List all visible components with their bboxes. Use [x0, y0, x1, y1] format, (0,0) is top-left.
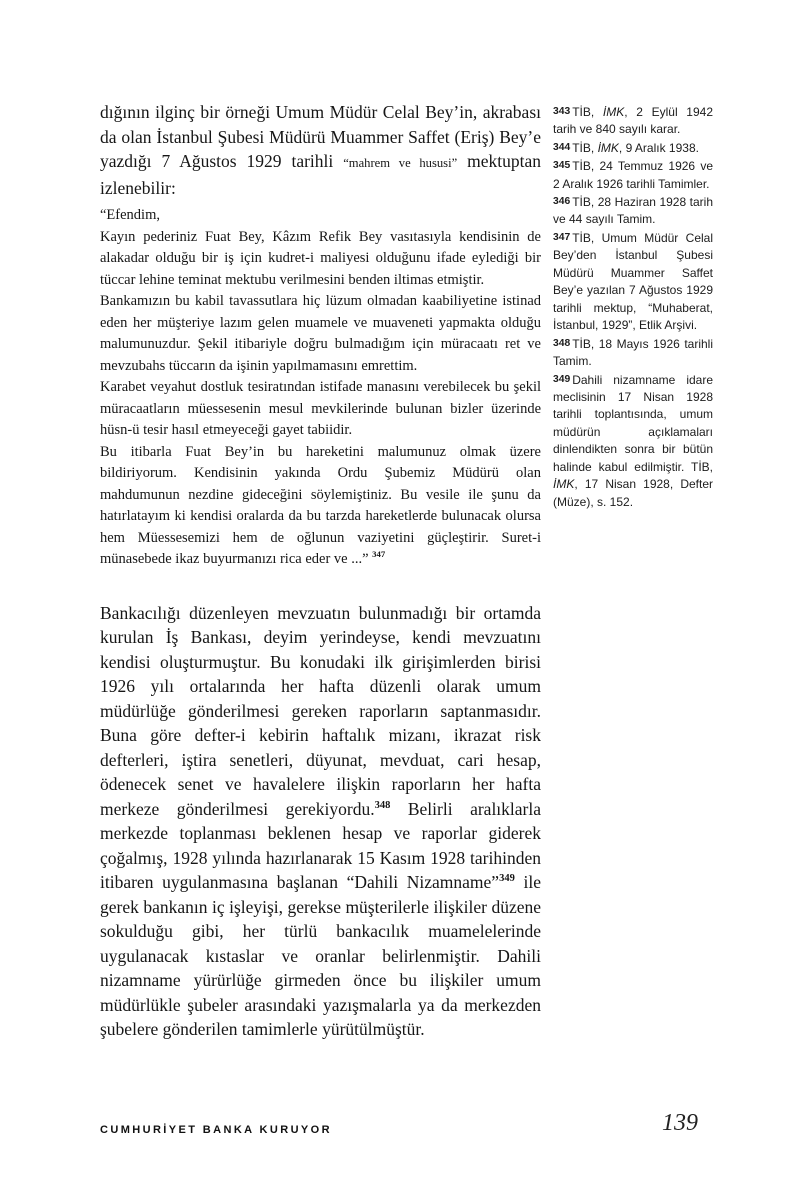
body-paragraph — [100, 601, 541, 1042]
text-segment: dığının ilginç bir örneği Umum Müdür Celal Bey’in, akrabası da olan İstanbul Şubesi Müdürü Muammer Saffet (Eriş) Bey’e yazdığı 7 Ağustos 1929 tarihli — [100, 102, 541, 171]
running-header: CUMHURİYET BANKA KURUYOR — [100, 1124, 332, 1136]
text-segment: , 9 Aralık 1938. — [618, 140, 699, 155]
footnote-number: 349 — [553, 373, 571, 385]
text-segment: , 17 Nisan 1928, Defter (Müze), s. 152. — [553, 477, 713, 509]
letter-paragraph — [100, 377, 541, 442]
footnote-item — [553, 193, 713, 229]
text-segment: Bankamızın bu kabil tavassutlara hiç lüzum olmadan kaabiliyetine istinad eden her müşteriye lazım gelen muamele ve muaveneti yapmakta olduğu malumunuzdur. Şekil itibariyle doğru bulmadığım için müracaatı ret ve mevzubahs tüccarın da işinin yapılmamasını emrettim. — [100, 293, 541, 374]
letter-paragraph — [100, 205, 541, 227]
footnote-item — [553, 335, 713, 371]
text-segment: , 2 Eylül 1942 tarih ve 840 sayılı karar. — [553, 104, 713, 137]
text-segment: TİB, 28 Haziran 1928 tarih ve 44 sayılı Tamim. — [553, 194, 713, 227]
footnote-reference: 348 — [374, 799, 391, 811]
text-segment: “mahrem ve hususi” — [343, 156, 458, 170]
footnote-number: 343 — [553, 106, 571, 117]
text-segment: Kayın pederiniz Fuat Bey, Kâzım Refik Bey vasıtasıyla kendisinin de alakadar olduğu bir iş için kudret-i maliyesi olduğunu ifade eylediği bir tüccar lehine teminat mektubu verilmesini benden iltimas etmiştir. — [100, 228, 541, 288]
text-segment: TİB, Umum Müdür Celal Bey’den İstanbul Şubesi Müdürü Muammer Saffet Bey’e yazılan 7 Ağustos 1929 tarihli mektup, “Muhaberat, İstanbul, 1929”, Etlik Arşivi. — [553, 230, 713, 333]
text-segment: TİB, 24 Temmuz 1926 ve 2 Aralık 1926 tarihli Tamimler. — [553, 159, 713, 191]
text-segment: “Efendim, — [100, 207, 160, 223]
text-segment: mektuptan izlenebilir: — [100, 151, 541, 198]
text-segment: TİB, 18 Mayıs 1926 tarihli Tamim. — [553, 336, 713, 369]
letter-paragraph — [100, 291, 541, 377]
text-segment: İMK — [553, 477, 575, 492]
text-segment: Karabet veyahut dostluk tesiratından istifade manasını verebilecek bu şekil müracaatların müessesenin mesul mevkilerinde bulunan bizler üzerinde hüsn-ü tesir hasıl etmeyeceği gayet tabiidir. — [100, 379, 541, 438]
footnote-item — [553, 157, 713, 193]
letter-paragraph — [100, 442, 541, 571]
text-segment: Dahili nizamname idare meclisinin 17 Nisan 1928 tarihli toplantısında, umum müdürün açıklamaları dinlendikten sonra bir bütün halinde kabul edilmiştir. TİB, — [553, 372, 713, 474]
footnote-item — [553, 103, 713, 139]
footnote-item — [553, 229, 713, 335]
text-segment: Bu itibarla Fuat Bey’in bu hareketini malumunuz olmak üzere bildiriyorum. Kendisinin yakında Ordu Şubemiz Müdürü olan mahdumunun nezdine gideceğini söylemiştiniz. Bu vesile ile şunu da hatırlatayım ki kendisi oralarda da bu tarzda hareketlerde bulunacak olursa hem Müessesemizi hem de oğlunun vaziyetini güçleştirir. Suret-i münasebede ikaz buyurmanızı rica eder ve ...” — [100, 443, 541, 567]
footnote-reference: 347 — [372, 549, 386, 560]
text-segment: Belirli aralıklarla merkezde toplanması beklenen hesap ve raporlar giderek çoğalmış, 1928 yılında hazırlanarak 15 Kasım 1928 tarihinden itibaren uygulanmasına başlanan “Dahili Nizamname” — [100, 798, 542, 892]
footnote-item — [553, 139, 713, 157]
text-segment: Bankacılığı düzenleyen mevzuatın bulunmadığı bir ortamda kurulan İş Bankası, deyim yerindeyse, kendi mevzuatını kendisi oluşturmuştur. Bu konudaki ilk girişimlerden birisi 1926 yılı ortalarında her hafta düzenli olarak umum müdürlüğe gönderilmesi gereken raporların saptanmasıdır. Buna göre defter-i kebirin haftalık mizanı, ikrazat risk defterleri, iştira senetleri, düyunat, mevduat, cari hesap, ödenecek senet ve havalelere ilişkin raporların her hafta merkeze gönderilmesi gerekiyordu. — [100, 602, 541, 819]
text-segment: İMK — [597, 140, 619, 155]
footnotes-column — [553, 103, 713, 511]
text-segment: TİB, — [572, 140, 598, 155]
footnote-item — [553, 371, 713, 512]
footnote-number: 345 — [553, 160, 571, 172]
letter-quote-block — [100, 205, 541, 571]
footnote-number: 347 — [553, 231, 571, 243]
intro-paragraph — [100, 100, 541, 200]
footnote-number: 346 — [553, 196, 571, 208]
text-segment: ile gerek bankanın iç işleyişi, gerekse müşterilerle ilişkiler düzene sokulduğu gibi, her türlü bankacılık muamelelerinde uygulanacak kıstaslar ve oranlar belirlenmiştir. Dahili nizamname yürürlüğe girmeden önce bu ilişkiler umum müdürlükle şubeler arasındaki yazışmalarla ya da merkezden şubelere gönderilen tamimlerle yürütülmüştür. — [100, 872, 541, 1039]
page-number: 139 — [662, 1110, 698, 1136]
footnote-number: 348 — [553, 337, 571, 349]
footnote-reference: 349 — [499, 873, 515, 885]
main-text-column — [100, 100, 541, 1042]
footnote-number: 344 — [553, 141, 571, 153]
letter-paragraph — [100, 227, 541, 292]
text-segment: İMK — [602, 104, 625, 119]
text-segment: TİB, — [572, 104, 603, 119]
